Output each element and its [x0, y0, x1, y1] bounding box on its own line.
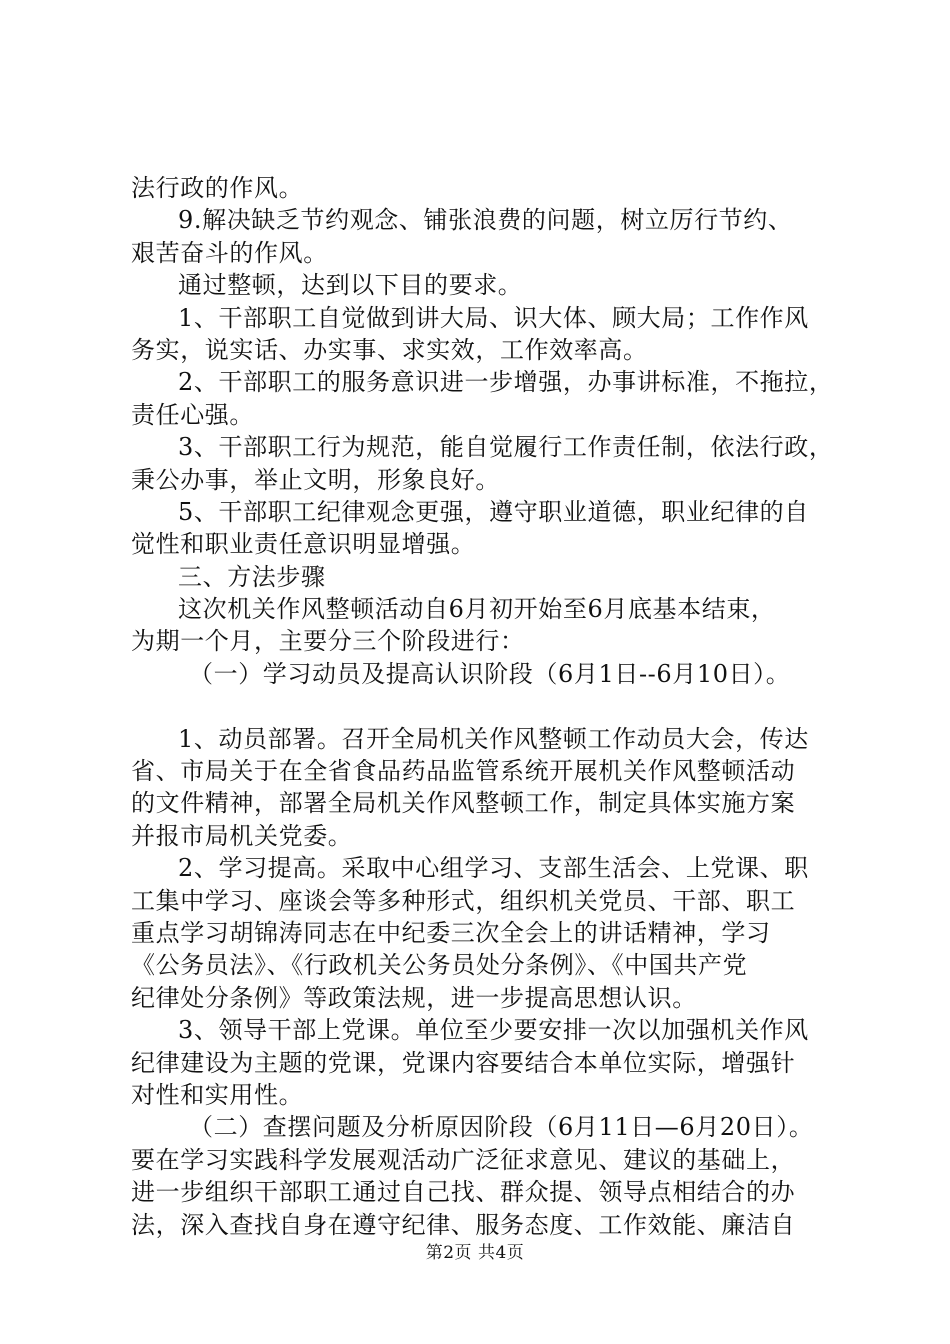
text-line: 重点学习胡锦涛同志在中纪委三次全会上的讲话精神，学习 — [131, 918, 771, 947]
text-line: 9.解决缺乏节约观念、铺张浪费的问题，树立厉行节约、 — [178, 206, 793, 235]
page-footer: 第2页 共4页 — [425, 1243, 525, 1263]
text-line: 为期一个月，主要分三个阶段进行： — [131, 627, 525, 656]
text-line: 务实，说实话、办实事、求实效，工作效率高。 — [131, 335, 648, 364]
text-line: 对性和实用性。 — [131, 1080, 304, 1109]
text-line: 法行政的作风。 — [131, 174, 304, 202]
text-line: 1、干部职工自觉做到讲大局、识大体、顾大局；工作作风 — [178, 303, 809, 332]
blank-line — [131, 690, 831, 722]
text-line: 法，深入查找自身在遵守纪律、服务态度、工作效能、廉洁自 — [131, 1210, 796, 1239]
text-line: 工集中学习、座谈会等多种形式，组织机关党员、干部、职工 — [131, 886, 796, 915]
text-line: 1、动员部署。召开全局机关作风整顿工作动员大会，传达 — [178, 724, 809, 753]
text-line: 5、干部职工纪律观念更强，遵守职业道德，职业纪律的自 — [178, 497, 809, 526]
text-line: 3、干部职工行为规范，能自觉履行工作责任制，依法行政， — [178, 433, 834, 462]
text-line: 2、干部职工的服务意识进一步增强，办事讲标准，不拖拉， — [178, 368, 834, 397]
text-line: 通过整顿，达到以下目的要求。 — [178, 271, 523, 300]
text-line: 的文件精神，部署全局机关作风整顿工作，制定具体实施方案 — [131, 789, 796, 818]
text-line: 纪律建设为主题的党课，党课内容要结合本单位实际，增强针 — [131, 1048, 796, 1077]
text-line: 省、市局关于在全省食品药品监管系统开展机关作风整顿活动 — [131, 757, 796, 786]
text-line: 并报市局机关党委。 — [131, 821, 353, 850]
text-line: 责任心强。 — [131, 400, 254, 429]
text-line: 三、方法步骤 — [178, 562, 326, 591]
text-line: （二）查摆问题及分析原因阶段（6月11日—6月20日）。 — [189, 1113, 814, 1142]
text-line: 进一步组织干部职工通过自己找、群众提、领导点相结合的办 — [131, 1178, 796, 1207]
text-line: 要在学习实践科学发展观活动广泛征求意见、建议的基础上， — [131, 1145, 796, 1174]
text-line: 纪律处分条例》等政策法规，进一步提高思想认识。 — [131, 983, 697, 1012]
text-line: 3、领导干部上党课。单位至少要安排一次以加强机关作风 — [178, 1016, 809, 1045]
text-line: （一）学习动员及提高认识阶段（6月1日--6月10日）。 — [189, 659, 791, 688]
text-line: 艰苦奋斗的作风。 — [131, 238, 328, 267]
document-body — [131, 172, 834, 1241]
text-line: 这次机关作风整顿活动自6月初开始至6月底基本结束， — [178, 595, 776, 624]
text-line: 秉公办事，举止文明，形象良好。 — [131, 465, 500, 494]
text-line: 2、学习提高。采取中心组学习、支部生活会、上党课、职 — [178, 854, 809, 883]
text-line: 觉性和职业责任意识明显增强。 — [131, 530, 476, 559]
text-line: 《公务员法》、《行政机关公务员处分条例》、《中国共产党 — [131, 951, 748, 980]
